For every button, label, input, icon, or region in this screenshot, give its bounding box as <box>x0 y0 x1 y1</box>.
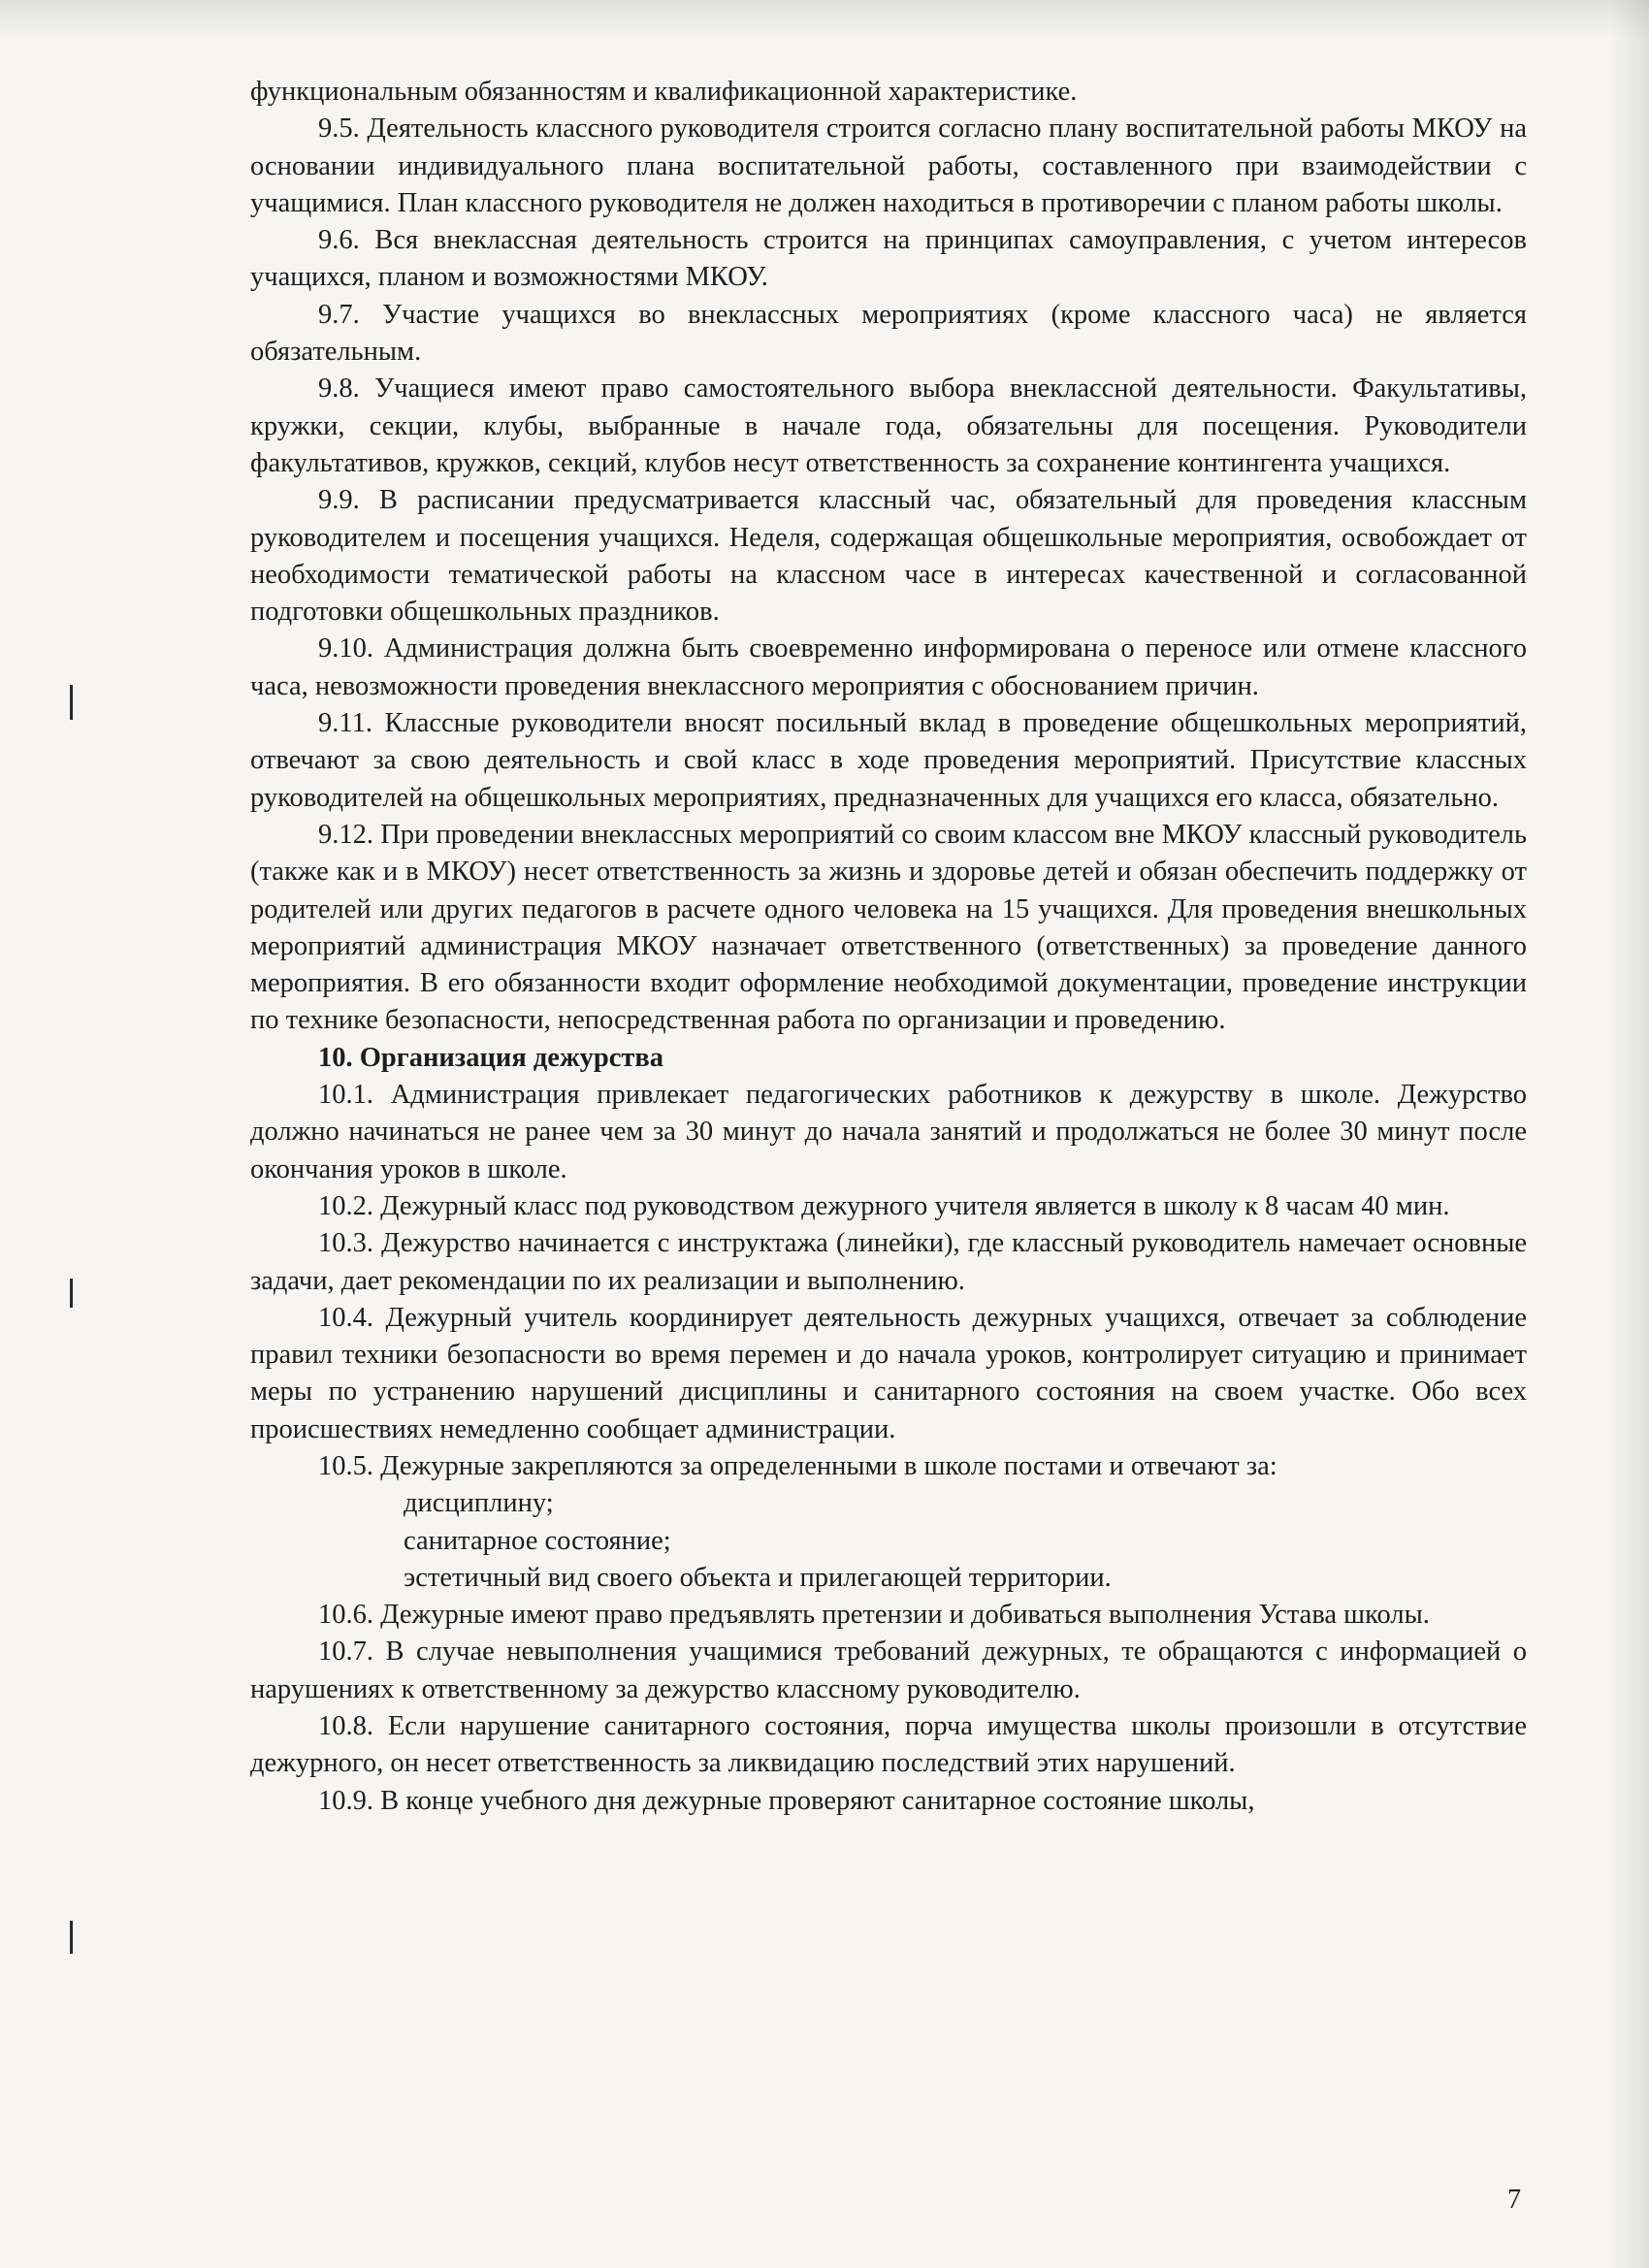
paragraph-9-11: 9.11. Классные руководители вносят посильный вклад в проведение общешкольных мероприятий, отвечают за свою деятельность и свой класс в ходе проведения мероприятий. Присутствие классных руководителей на общешкольных мероприятиях, предназначенных для учащихся его класса, обязательно. <box>250 708 1527 813</box>
paragraph-10-8: 10.8. Если нарушение санитарного состояния, порча имущества школы произошли в отсутствие дежурного, он несет ответственность за ликвидацию последствий этих нарушений. <box>250 1711 1527 1779</box>
document-body <box>250 74 1527 1820</box>
paragraph-10-2: 10.2. Дежурный класс под руководством дежурного учителя является в школу к 8 часам 40 мин. <box>318 1190 1450 1221</box>
paragraph-9-5: 9.5. Деятельность классного руководителя строится согласно плану воспитательной работы МКОУ на основании индивидуального плана воспитательной работы, составленного при взаимодействии с учащимися. План классного руководителя не должен находиться в противоречии с планом работы школы. <box>250 113 1527 218</box>
paragraph-10-7: 10.7. В случае невыполнения учащимися требований дежурных, те обращаются с информацией о нарушениях к ответственному за дежурство классному руководителю. <box>250 1636 1527 1704</box>
paragraph-10-9: 10.9. В конце учебного дня дежурные проверяют санитарное состояние школы, <box>318 1785 1255 1816</box>
scan-shadow-right <box>1610 0 1649 2268</box>
list-item: санитарное состояние; <box>404 1525 671 1556</box>
list-item: эстетичный вид своего объекта и прилегающей территории. <box>404 1562 1112 1593</box>
paragraph-10-3: 10.3. Дежурство начинается с инструктажа (линейки), где классный руководитель намечает основные задачи, дает рекомендации по их реализации и выполнению. <box>250 1228 1527 1296</box>
paragraph-9-12: 9.12. При проведении внеклассных мероприятий со своим классом вне МКОУ классный руководитель (также как и в МКОУ) несет ответственность за жизнь и здоровье детей и обязан обеспечить поддержку от родителей или других педагогов в расчете одного человека на 15 учащихся. Для проведения внешкольных мероприятий администрация МКОУ назначает ответственного (ответственных) за проведение данного мероприятия. В его обязанности входит оформление необходимой документации, проведение инструкции по технике безопасности, непосредственная работа по организации и проведению. <box>250 819 1527 1036</box>
paragraph-10-1: 10.1. Администрация привлекает педагогических работников к дежурству в школе. Дежурство должно начинаться не ранее чем за 30 минут до начала занятий и продолжаться не более 30 минут после окончания уроков в школе. <box>250 1080 1527 1184</box>
paragraph-9-7: 9.7. Участие учащихся во внеклассных мероприятиях (кроме классного часа) не является обязательным. <box>250 299 1527 368</box>
margin-mark <box>70 1921 73 1954</box>
section-heading: 10. Организация дежурства <box>318 1042 664 1073</box>
margin-mark <box>70 1279 73 1308</box>
paragraph-9-10: 9.10. Администрация должна быть своевременно информирована о переносе или отмене классного часа, невозможности проведения внеклассного мероприятия с обоснованием причин. <box>250 633 1527 701</box>
paragraph-10-4: 10.4. Дежурный учитель координирует деятельность дежурных учащихся, отвечает за соблюдение правил техники безопасности во время перемен и до начала уроков, контролирует ситуацию и принимает меры по устранению нарушений дисциплины и санитарного состояния на своем участке. Обо всех происшествиях немедленно сообщает администрации. <box>250 1302 1527 1444</box>
paragraph-9-8: 9.8. Учащиеся имеют право самостоятельного выбора внеклассной деятельности. Факультативы, кружки, секции, клубы, выбранные в начале года, обязательны для посещения. Руководители факультативов, кружков, секций, клубов несут ответственность за сохранение контингента учащихся. <box>250 373 1527 478</box>
paragraph-9-9: 9.9. В расписании предусматривается классный час, обязательный для проведения классным руководителем и посещения учащихся. Неделя, содержащая общешкольные мероприятия, освобождает от необходимости тематической работы на классном часе в интересах качественной и согласованной подготовки общешкольных праздников. <box>250 485 1527 628</box>
margin-mark <box>70 685 73 720</box>
paragraph-9-6: 9.6. Вся внеклассная деятельность строится на принципах самоуправления, с учетом интересов учащихся, планом и возможностями МКОУ. <box>250 225 1527 293</box>
scan-shadow-top <box>0 0 1649 39</box>
paragraph-continuation: функциональным обязанностям и квалификационной характеристике. <box>250 77 1078 107</box>
paragraph-10-6: 10.6. Дежурные имеют право предъявлять претензии и добиваться выполнения Устава школы. <box>318 1600 1430 1631</box>
paragraph-10-5: 10.5. Дежурные закрепляются за определенными в школе постами и отвечают за: <box>318 1450 1277 1481</box>
page-number: 7 <box>1507 2185 1521 2215</box>
list-item: дисциплину; <box>404 1488 554 1519</box>
